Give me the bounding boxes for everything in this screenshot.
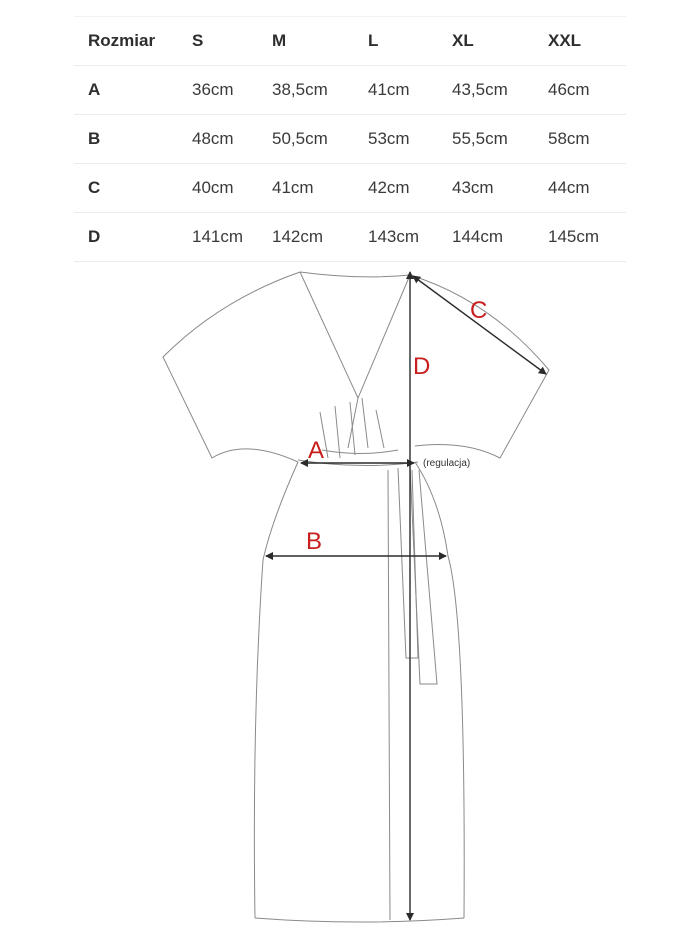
skirt-right bbox=[415, 462, 464, 918]
skirt-left bbox=[254, 462, 298, 918]
table-cell: 53cm bbox=[368, 129, 410, 148]
header-s: S bbox=[192, 31, 204, 50]
header-size: Rozmiar bbox=[88, 31, 156, 50]
label-d: D bbox=[413, 353, 431, 380]
header-m: M bbox=[272, 31, 287, 50]
header-xxl: XXL bbox=[548, 31, 582, 50]
table-cell: 44cm bbox=[548, 178, 590, 197]
left-sleeve bbox=[163, 272, 300, 462]
belt-tie-2 bbox=[410, 466, 437, 684]
row-label: D bbox=[88, 227, 101, 246]
table-cell: 41cm bbox=[368, 80, 410, 99]
label-c: C bbox=[470, 297, 488, 324]
label-a: A bbox=[308, 437, 325, 464]
dress-outline bbox=[163, 272, 549, 922]
table-cell: 46cm bbox=[548, 80, 590, 99]
table-cell: 43cm bbox=[452, 178, 494, 197]
table-cell: 141cm bbox=[192, 227, 244, 246]
front-panel-left bbox=[300, 272, 358, 398]
table-cell: 43,5cm bbox=[452, 80, 508, 99]
header-xl: XL bbox=[452, 31, 474, 50]
label-b: B bbox=[306, 528, 323, 555]
wrap-overlap bbox=[388, 470, 390, 920]
measure-c-arrow bbox=[413, 276, 546, 374]
table-cell: 58cm bbox=[548, 129, 590, 148]
row-label: B bbox=[88, 129, 101, 148]
table-cell: 50,5cm bbox=[272, 129, 328, 148]
table-cell: 41cm bbox=[272, 178, 314, 197]
waist-band-top bbox=[322, 450, 398, 454]
header-l: L bbox=[368, 31, 379, 50]
table-cell: 143cm bbox=[368, 227, 420, 246]
table-cell: 42cm bbox=[368, 178, 410, 197]
row-label: A bbox=[88, 80, 101, 99]
neckline-back bbox=[300, 272, 410, 277]
adjust-note: (regulacja) bbox=[423, 458, 471, 469]
belt-tie-1 bbox=[398, 468, 418, 658]
hem bbox=[255, 918, 464, 922]
table-cell: 144cm bbox=[452, 227, 504, 246]
row-label: C bbox=[88, 178, 101, 197]
table-cell: 48cm bbox=[192, 129, 234, 148]
table-cell: 38,5cm bbox=[272, 80, 328, 99]
table-cell: 142cm bbox=[272, 227, 324, 246]
table-cell: 145cm bbox=[548, 227, 600, 246]
table-cell: 40cm bbox=[192, 178, 234, 197]
table-cell: 36cm bbox=[192, 80, 234, 99]
table-cell: 55,5cm bbox=[452, 129, 508, 148]
drape-lines bbox=[320, 398, 384, 458]
